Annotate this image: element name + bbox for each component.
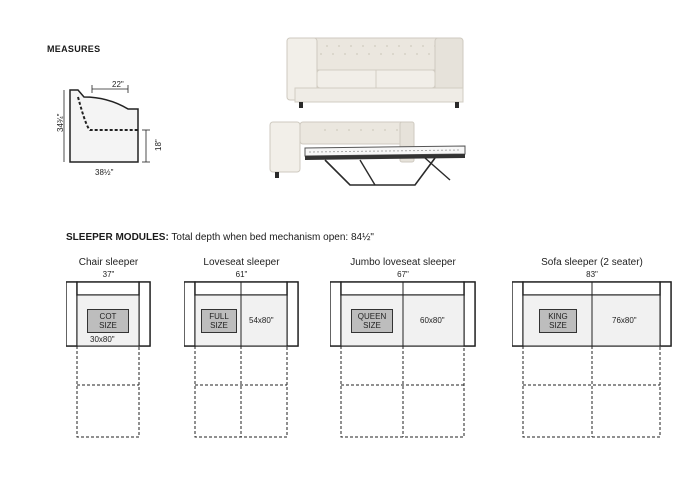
bed-dimensions: 54x80" (249, 316, 274, 325)
sleeper-modules-note: Total depth when bed mechanism open: 84½" (171, 232, 374, 243)
dim-top-label: 22" (112, 80, 124, 89)
bed-dimensions: 76x80" (612, 316, 637, 325)
sleeper-modules-heading (66, 232, 374, 243)
measures-title: MEASURES (47, 44, 101, 54)
bed-dimensions: 30x80" (90, 335, 115, 344)
dim-depth-label: 34¾" (56, 113, 65, 132)
bed-size-tag (201, 309, 237, 333)
module-loveseat-sleeper (184, 255, 299, 440)
module-name: Sofa sleeper (2 seater) (541, 257, 643, 268)
sleeper-modules-label: SLEEPER MODULES: (66, 232, 169, 243)
dim-seat-height-label: 18" (154, 139, 163, 151)
bed-size-tag (87, 309, 129, 333)
size-line-1: QUEEN (357, 312, 387, 321)
size-line-1: COT (99, 312, 117, 321)
sofa-product-image (265, 30, 470, 195)
module-chair-sleeper (66, 255, 151, 440)
module-jumbo-loveseat-sleeper (330, 255, 476, 440)
module-name: Chair sleeper (78, 257, 139, 268)
module-width: 67" (397, 270, 409, 279)
module-name: Jumbo loveseat sleeper (350, 257, 456, 268)
module-width: 83" (586, 270, 598, 279)
size-line-1: KING (548, 312, 568, 321)
module-diagram (512, 280, 672, 440)
module-width: 61" (235, 270, 248, 279)
bed-size-tag (351, 309, 393, 333)
module-sofa-sleeper (512, 255, 672, 440)
size-line-2: SIZE (363, 321, 381, 330)
dim-outer-width-label: 38½" (95, 168, 114, 177)
module-diagram (66, 280, 151, 440)
module-diagram (184, 280, 299, 440)
module-width: 37" (102, 270, 115, 279)
size-line-2: SIZE (210, 321, 228, 330)
size-line-2: SIZE (99, 321, 117, 330)
size-line-1: FULL (209, 312, 229, 321)
bed-dimensions: 60x80" (420, 316, 445, 325)
bed-size-tag (539, 309, 577, 333)
size-line-2: SIZE (549, 321, 567, 330)
module-name: Loveseat sleeper (203, 257, 280, 268)
module-diagram (330, 280, 476, 440)
